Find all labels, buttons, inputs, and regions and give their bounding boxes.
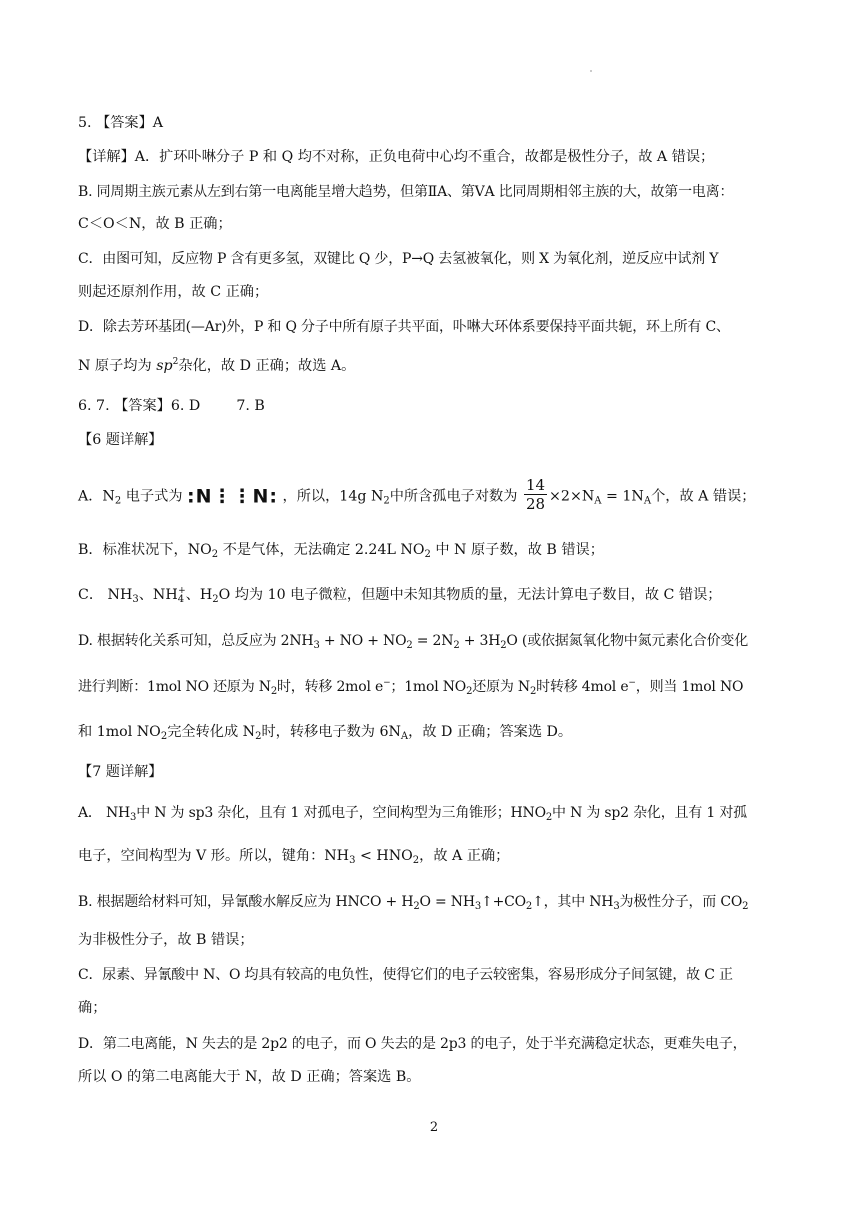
text-span: B. 根据题给材料可知，异氰酸水解反应为 HNCO + H	[78, 894, 414, 910]
q5-explain-a: 【详解】A．扩环卟啉分子 P 和 Q 均不对称，正负电荷中心均不重合，故都是极性分子，故 A 错误；	[78, 149, 715, 165]
superscript: −	[383, 678, 391, 688]
q5-explain-d-line2	[78, 356, 794, 376]
subscript: 2	[383, 495, 390, 507]
subscript: 3	[613, 901, 620, 912]
text-span: ，故 A 正确；	[419, 848, 510, 864]
subscript: 2	[160, 731, 168, 742]
text-span: + 3H	[459, 633, 501, 649]
superscript: 2	[172, 357, 179, 367]
text-span: 个，故 A 错误；	[651, 488, 756, 505]
q5-explain-c-line1: C．由图可知，反应物 P 含有更多氢，双键比 Q 少，P→Q 去氢被氧化，则 X 为氧化剂，逆反应中试剂 Y	[78, 251, 719, 267]
text-span: ↑，其中 NH	[532, 894, 614, 910]
text-span: O = NH	[419, 894, 475, 910]
subscript: 2	[529, 686, 537, 697]
subscript: 2	[453, 640, 460, 651]
text-span: B．标准状况下，NO	[78, 542, 212, 558]
text-span: 中 N 为 sp3 杂化，且有 1 对孤电子，空间构型为三角锥形；HNO	[136, 805, 546, 821]
text-span: 、H	[185, 587, 213, 603]
subscript: A	[400, 731, 409, 742]
text-span: 中所含孤电子对数为	[389, 488, 518, 505]
subscript: 4	[177, 594, 185, 605]
text-span: < HNO	[355, 848, 413, 864]
q5-explain-c-line2: 则起还原剂作用，故 C 正确；	[78, 284, 269, 300]
subscript: 2	[466, 686, 473, 697]
text-span: O 均为 10 电子微粒，但题中未知其物质的量，无法计算电子数目，故 C 错误；	[218, 587, 722, 603]
q5-explain-b-line2: C＜O＜N，故 B 正确；	[78, 216, 232, 232]
text-span: 电子式为	[125, 488, 183, 505]
q6-explain-d-line1	[78, 631, 794, 651]
q5-answer-header: 5. 【答案】A	[78, 115, 164, 131]
subscript: 3	[349, 855, 356, 866]
subscript: 2	[114, 495, 122, 507]
superscript: −	[628, 678, 636, 688]
subscript: 2	[413, 901, 420, 912]
text-span: 电子，空间构型为 V 形。所以，键角：NH	[78, 848, 350, 864]
text-span: ×2×N	[549, 488, 595, 505]
q7-explain-a-line1	[78, 803, 794, 823]
subscript: 2	[500, 640, 507, 651]
text-span: O (或依据氮氧化物中氮元素化合价变化	[506, 633, 748, 649]
subscript: 3	[474, 901, 482, 912]
subscript: 3	[132, 594, 139, 605]
text-span: ；1mol NO	[390, 679, 467, 695]
subscript: 2	[525, 901, 533, 912]
page-number: 2	[429, 1120, 439, 1135]
q7-explain-b-line2: 为非极性分子，故 B 错误；	[78, 932, 254, 948]
q7-title: 【7 题详解】	[78, 764, 163, 780]
fraction-denominator: 28	[525, 495, 546, 513]
q6-title: 【6 题详解】	[78, 432, 163, 448]
text-span: 、NH	[138, 587, 178, 603]
text-span: D. 根据转化关系可知，总反应为 2NH	[78, 633, 314, 649]
subscript: 2	[255, 731, 262, 742]
text-span: N 原子均为	[78, 358, 152, 374]
subscript: 3	[313, 640, 320, 651]
subscript: 2	[545, 812, 553, 823]
text-span: 中 N 为 sp2 杂化，且有 1 对孤	[552, 805, 747, 821]
text-span: 不是气体，无法确定 2.24L NO	[222, 542, 425, 558]
subscript: A	[643, 495, 652, 507]
text-span: 为极性分子，而 CO	[619, 894, 743, 910]
q67-answer-header: 6. 7. 【答案】6. D 7. B	[78, 398, 265, 414]
text-span: = 2N	[412, 633, 454, 649]
text-span: C． NH	[78, 587, 133, 603]
text-span: A． NH	[78, 805, 131, 821]
q7-explain-d-line1: D．第二电离能，N 失去的是 2p2 的电子，而 O 失去的是 2p3 的电子，处于半充满稳定状态，更难失电子，	[78, 1036, 747, 1052]
q6-explain-b	[78, 540, 794, 560]
superscript: +	[178, 586, 186, 596]
q5-explain-d-line1: D．除去芳环基团(—Ar)外，P 和 Q 分子中所有原子共平面，卟啉大环体系要保持平面共轭，环上所有 C、	[78, 319, 730, 335]
n2-lewis-structure: :N⋮⋮N:	[187, 485, 279, 508]
text-span: 时，转移电子数为 6N	[261, 724, 401, 740]
text-span: 完全转化成 N	[167, 724, 256, 740]
subscript: 3	[130, 812, 137, 823]
q6-explain-d-line2	[78, 677, 794, 697]
q6-explain-c	[78, 585, 794, 605]
text-span: = 1N	[601, 488, 644, 505]
q7-explain-d-line2: 所以 O 的第二电离能大于 N，故 D 正确；答案选 B。	[78, 1069, 421, 1085]
subscript: 2	[424, 549, 431, 560]
text-span: ，所以，14g N	[282, 488, 384, 505]
q7-explain-c-line1: C．尿素、异氰酸中 N、O 均具有较高的电负性，使得它们的电子云较密集，容易形成分子间氢键，故 C 正	[78, 967, 733, 983]
subscript: 2	[406, 640, 413, 651]
decorative-dot	[590, 70, 592, 72]
subscript: 2	[270, 686, 277, 697]
text-span: 杂化，故 D 正确；故选 A。	[178, 358, 356, 374]
text-span: 和 1mol NO	[78, 724, 161, 740]
text-span: 时转移 4mol e	[536, 679, 629, 695]
text-span: 时，转移 2mol e	[277, 679, 384, 695]
q6-explain-a	[78, 478, 794, 515]
subscript: 2	[212, 594, 219, 605]
fraction-numerator: 14	[525, 476, 546, 494]
text-span: + NO + NO	[319, 633, 407, 649]
text-span: 中 N 原子数，故 B 错误；	[435, 542, 604, 558]
q7-explain-c-line2: 确；	[78, 1000, 107, 1016]
text-span: A．N	[78, 488, 115, 505]
subscript: 2	[742, 901, 749, 912]
q6-explain-d-line3	[78, 722, 794, 742]
text-span: ，则当 1mol NO	[635, 679, 744, 695]
subscript: A	[594, 495, 602, 507]
q5-explain-b-line1: B. 同周期主族元素从左到右第一电离能呈增大趋势，但第ⅡA、第ⅤA 比同周期相邻主族的大，故第一电离：	[78, 184, 734, 200]
text-span: 还原为 N	[472, 679, 530, 695]
sp-italic: sp	[156, 358, 173, 374]
text-span: ↑+CO	[481, 894, 526, 910]
subscript: 2	[211, 549, 219, 560]
q7-explain-b-line1	[78, 892, 794, 912]
q7-explain-a-line2	[78, 846, 794, 866]
fraction	[524, 476, 547, 513]
text-span: ，故 D 正确；答案选 D。	[408, 724, 573, 740]
text-span: 进行判断：1mol NO 还原为 N	[78, 679, 271, 695]
subscript: 2	[412, 855, 420, 866]
